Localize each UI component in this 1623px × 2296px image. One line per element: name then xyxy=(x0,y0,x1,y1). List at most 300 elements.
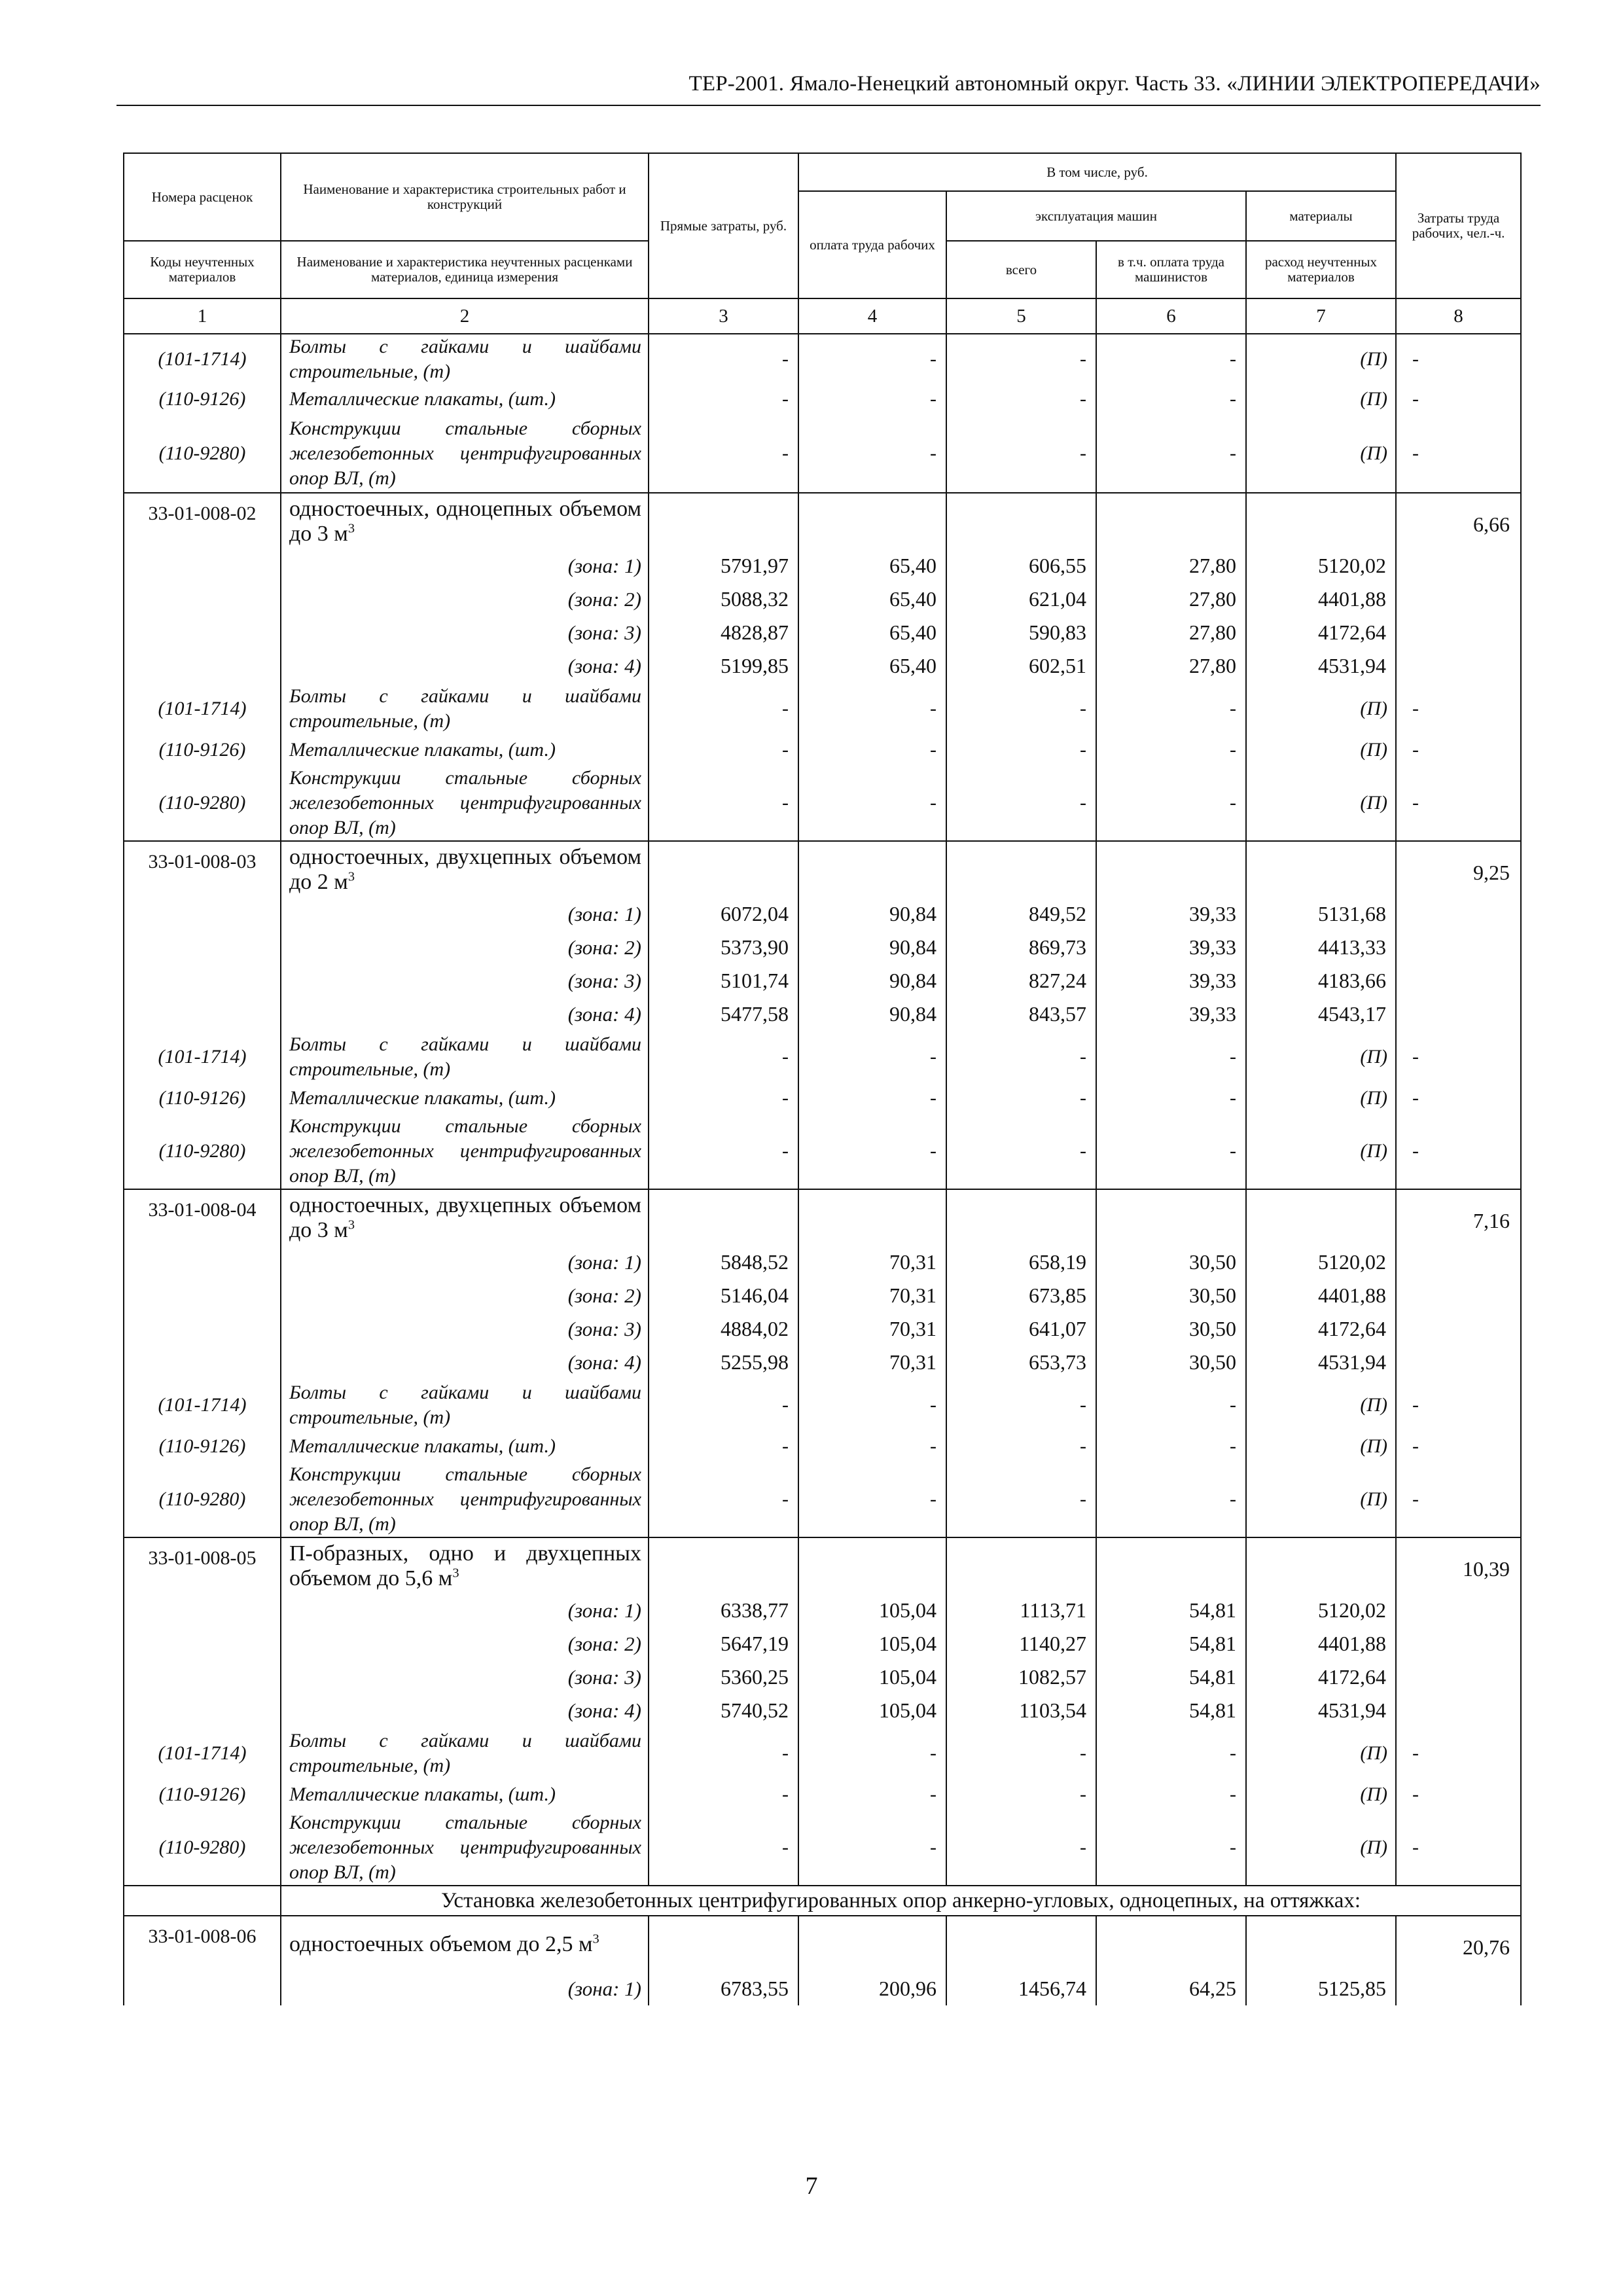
header-divider xyxy=(116,105,1541,106)
p-mark: (П) xyxy=(1246,1113,1396,1189)
p-mark: (П) xyxy=(1246,414,1396,493)
materials-value: 4401,88 xyxy=(1246,1279,1396,1312)
material-name: Болты с гайками и шайбами строительные, (т) xyxy=(289,685,641,732)
wages-value: 65,40 xyxy=(798,583,946,616)
rate-code: 33-01-008-02 xyxy=(124,493,281,549)
direct-costs-value: 5360,25 xyxy=(649,1660,798,1694)
zone-label: (зона: 2) xyxy=(281,583,649,616)
direct-costs-value: 5199,85 xyxy=(649,649,798,683)
empty-value: - xyxy=(1396,1810,1521,1886)
table-head xyxy=(124,153,1521,334)
header-rate-numbers: Номера расценок xyxy=(124,153,281,241)
operator-wages-value: 39,33 xyxy=(1096,931,1246,964)
header-machine-operation: эксплуатация машин xyxy=(946,191,1246,241)
blank-cell xyxy=(1096,1916,1246,1972)
empty-value: - xyxy=(649,1379,798,1431)
empty-value: - xyxy=(1096,735,1246,765)
direct-costs-value: 6338,77 xyxy=(649,1594,798,1627)
machines-total-value: 606,55 xyxy=(946,549,1096,583)
empty-value: - xyxy=(946,1431,1096,1462)
section-heading-row xyxy=(124,1886,1521,1916)
header-wages: оплата труда рабочих xyxy=(798,191,946,298)
blank-cell xyxy=(1246,1189,1396,1246)
machines-total-value: 1140,27 xyxy=(946,1627,1096,1660)
machines-total-value: 621,04 xyxy=(946,583,1096,616)
wages-value: 105,04 xyxy=(798,1660,946,1694)
rate-title-row xyxy=(124,493,1521,549)
material-name-cell xyxy=(281,1083,649,1113)
zone-row xyxy=(124,616,1521,649)
material-row xyxy=(124,735,1521,765)
rate-block xyxy=(124,1537,1521,1886)
blank-cell xyxy=(1096,493,1246,549)
header-operator-wages: в т.ч. оплата труда машинистов xyxy=(1096,241,1246,298)
empty-value: - xyxy=(798,384,946,414)
p-mark: (П) xyxy=(1246,1431,1396,1462)
empty-value: - xyxy=(798,1083,946,1113)
blank-cell xyxy=(946,1537,1096,1594)
rate-title-row xyxy=(124,1537,1521,1594)
empty-value: - xyxy=(798,683,946,735)
rate-name-text: одностоечных, двухцепных объемом до 3 м xyxy=(289,1193,641,1242)
material-code: (110-9126) xyxy=(124,1083,281,1113)
header-labor-costs: Затраты труда рабочих, чел.-ч. xyxy=(1396,153,1521,298)
zone-row xyxy=(124,1972,1521,2005)
blank-cell xyxy=(1246,493,1396,549)
empty-value: - xyxy=(1396,1379,1521,1431)
blank-cell xyxy=(1396,1279,1521,1312)
zone-label: (зона: 1) xyxy=(281,1594,649,1627)
material-code: (101-1714) xyxy=(124,1727,281,1780)
unit-superscript: 3 xyxy=(592,1931,599,1946)
empty-value: - xyxy=(1096,1462,1246,1537)
zone-label: (зона: 3) xyxy=(281,1660,649,1694)
material-name: Болты с гайками и шайбами строительные, (т) xyxy=(289,1382,641,1428)
empty-value: - xyxy=(649,334,798,384)
material-code: (101-1714) xyxy=(124,334,281,384)
blank-cell xyxy=(798,1916,946,1972)
material-row xyxy=(124,1727,1521,1780)
zone-row xyxy=(124,549,1521,583)
header-direct-costs: Прямые затраты, руб. xyxy=(649,153,798,298)
empty-value: - xyxy=(1396,414,1521,493)
materials-value: 4172,64 xyxy=(1246,1660,1396,1694)
machines-total-value: 827,24 xyxy=(946,964,1096,997)
blank-cell xyxy=(1396,549,1521,583)
wages-value: 65,40 xyxy=(798,549,946,583)
machines-total-value: 602,51 xyxy=(946,649,1096,683)
blank-cell xyxy=(946,1189,1096,1246)
direct-costs-value: 5373,90 xyxy=(649,931,798,964)
rate-title-row xyxy=(124,841,1521,897)
header-materials: материалы xyxy=(1246,191,1396,241)
page-number: 7 xyxy=(805,2172,818,2200)
blank-cell xyxy=(124,1972,281,2005)
material-code: (110-9280) xyxy=(124,1462,281,1537)
empty-value: - xyxy=(1096,1810,1246,1886)
empty-value: - xyxy=(1396,1462,1521,1537)
machines-total-value: 1082,57 xyxy=(946,1660,1096,1694)
empty-value: - xyxy=(1096,1031,1246,1083)
material-name: Болты с гайками и шайбами строительные, (т) xyxy=(289,1033,641,1080)
wages-value: 200,96 xyxy=(798,1972,946,2005)
material-row xyxy=(124,765,1521,841)
blank-cell xyxy=(124,897,281,931)
operator-wages-value: 27,80 xyxy=(1096,616,1246,649)
material-row xyxy=(124,683,1521,735)
rate-name-cell xyxy=(281,841,649,897)
blank-cell xyxy=(798,1537,946,1594)
empty-value: - xyxy=(1096,1083,1246,1113)
operator-wages-value: 64,25 xyxy=(1096,1972,1246,2005)
unit-superscript: 3 xyxy=(348,869,355,884)
zone-row xyxy=(124,1594,1521,1627)
empty-value: - xyxy=(946,1113,1096,1189)
blank-cell xyxy=(1396,1627,1521,1660)
zone-label: (зона: 4) xyxy=(281,649,649,683)
zone-row xyxy=(124,964,1521,997)
material-code: (110-9280) xyxy=(124,1113,281,1189)
labor-costs-value: 9,25 xyxy=(1396,841,1521,897)
machines-total-value: 849,52 xyxy=(946,897,1096,931)
blank-cell xyxy=(124,1627,281,1660)
blank-cell xyxy=(946,841,1096,897)
empty-value: - xyxy=(798,1462,946,1537)
material-code: (110-9126) xyxy=(124,735,281,765)
empty-value: - xyxy=(946,765,1096,841)
empty-value: - xyxy=(1396,1431,1521,1462)
blank-cell xyxy=(124,583,281,616)
wages-value: 90,84 xyxy=(798,897,946,931)
zone-row xyxy=(124,897,1521,931)
empty-value: - xyxy=(649,683,798,735)
header-work-name: Наименование и характеристика строительных работ и конструкций xyxy=(281,153,649,241)
zone-row xyxy=(124,649,1521,683)
zone-label: (зона: 3) xyxy=(281,1312,649,1346)
empty-value: - xyxy=(649,384,798,414)
blank-cell xyxy=(1096,1189,1246,1246)
empty-value: - xyxy=(946,384,1096,414)
zone-row xyxy=(124,1694,1521,1727)
zone-row xyxy=(124,1279,1521,1312)
blank-cell xyxy=(649,1189,798,1246)
direct-costs-value: 6783,55 xyxy=(649,1972,798,2005)
rate-title-row xyxy=(124,1916,1521,1972)
empty-value: - xyxy=(1096,1379,1246,1431)
wages-value: 65,40 xyxy=(798,649,946,683)
material-name: Конструкции стальные сборных железобетонных центрифугированных опор ВЛ, (т) xyxy=(289,1463,641,1535)
empty-value: - xyxy=(1396,1031,1521,1083)
empty-value: - xyxy=(1396,765,1521,841)
blank-cell xyxy=(124,1246,281,1279)
blank-cell xyxy=(1396,1246,1521,1279)
empty-value: - xyxy=(798,1810,946,1886)
material-name: Металлические плакаты, (шт.) xyxy=(289,739,556,761)
zone-label: (зона: 1) xyxy=(281,897,649,931)
zone-label: (зона: 2) xyxy=(281,931,649,964)
empty-value: - xyxy=(798,414,946,493)
header-machines-total: всего xyxy=(946,241,1096,298)
material-code: (110-9126) xyxy=(124,1431,281,1462)
empty-value: - xyxy=(946,1810,1096,1886)
material-row xyxy=(124,1780,1521,1810)
blank-cell xyxy=(1396,1660,1521,1694)
material-row xyxy=(124,334,1521,384)
material-name-cell xyxy=(281,1113,649,1189)
zone-label: (зона: 4) xyxy=(281,1694,649,1727)
operator-wages-value: 54,81 xyxy=(1096,1594,1246,1627)
empty-value: - xyxy=(649,1431,798,1462)
blank-cell xyxy=(124,931,281,964)
blank-cell xyxy=(1096,841,1246,897)
material-row xyxy=(124,1031,1521,1083)
empty-value: - xyxy=(946,1031,1096,1083)
empty-value: - xyxy=(649,1113,798,1189)
rate-code: 33-01-008-03 xyxy=(124,841,281,897)
empty-value: - xyxy=(946,1083,1096,1113)
empty-value: - xyxy=(798,1727,946,1780)
material-name-cell xyxy=(281,334,649,384)
machines-total-value: 843,57 xyxy=(946,997,1096,1031)
material-name: Болты с гайками и шайбами строительные, (т) xyxy=(289,1730,641,1776)
blank-cell xyxy=(124,1594,281,1627)
operator-wages-value: 54,81 xyxy=(1096,1627,1246,1660)
column-number: 5 xyxy=(946,298,1096,334)
empty-value: - xyxy=(1396,1113,1521,1189)
p-mark: (П) xyxy=(1246,1462,1396,1537)
material-name-cell xyxy=(281,1379,649,1431)
blank-cell xyxy=(1396,1346,1521,1379)
empty-value: - xyxy=(1396,384,1521,414)
material-name: Конструкции стальные сборных железобетонных центрифугированных опор ВЛ, (т) xyxy=(289,1115,641,1187)
material-name-cell xyxy=(281,735,649,765)
material-name: Металлические плакаты, (шт.) xyxy=(289,1087,556,1109)
rate-name xyxy=(289,1932,641,1957)
blank-cell xyxy=(1096,1537,1246,1594)
materials-value: 5125,85 xyxy=(1246,1972,1396,2005)
zone-row xyxy=(124,1246,1521,1279)
direct-costs-value: 5848,52 xyxy=(649,1246,798,1279)
rate-title-row xyxy=(124,1189,1521,1246)
empty-value: - xyxy=(1096,1431,1246,1462)
header-material-codes: Коды неучтенных материалов xyxy=(124,241,281,298)
empty-value: - xyxy=(946,1780,1096,1810)
blank-cell xyxy=(798,493,946,549)
material-code: (110-9280) xyxy=(124,765,281,841)
machines-total-value: 673,85 xyxy=(946,1279,1096,1312)
material-code: (110-9280) xyxy=(124,1810,281,1886)
materials-value: 4543,17 xyxy=(1246,997,1396,1031)
machines-total-value: 641,07 xyxy=(946,1312,1096,1346)
p-mark: (П) xyxy=(1246,765,1396,841)
section-heading-group xyxy=(124,1886,1521,1916)
material-name-cell xyxy=(281,1031,649,1083)
operator-wages-value: 27,80 xyxy=(1096,649,1246,683)
machines-total-value: 1456,74 xyxy=(946,1972,1096,2005)
empty-value: - xyxy=(649,735,798,765)
empty-value: - xyxy=(1096,384,1246,414)
empty-value: - xyxy=(946,683,1096,735)
empty-value: - xyxy=(1396,1727,1521,1780)
operator-wages-value: 30,50 xyxy=(1096,1246,1246,1279)
material-code: (110-9126) xyxy=(124,1780,281,1810)
empty-value: - xyxy=(649,414,798,493)
machines-total-value: 658,19 xyxy=(946,1246,1096,1279)
unit-superscript: 3 xyxy=(348,521,355,536)
materials-value: 4531,94 xyxy=(1246,1694,1396,1727)
material-name-cell xyxy=(281,1462,649,1537)
blank-cell xyxy=(124,549,281,583)
blank-cell xyxy=(124,1660,281,1694)
materials-value: 5120,02 xyxy=(1246,1594,1396,1627)
empty-value: - xyxy=(649,1810,798,1886)
material-code: (110-9280) xyxy=(124,414,281,493)
rate-name-text: П-образных, одно и двухцепных объемом до 5,6 м xyxy=(289,1541,641,1590)
empty-value: - xyxy=(798,334,946,384)
rate-name-text: одностоечных, двухцепных объемом до 2 м xyxy=(289,844,641,894)
empty-value: - xyxy=(649,765,798,841)
machines-total-value: 1113,71 xyxy=(946,1594,1096,1627)
material-row xyxy=(124,1113,1521,1189)
empty-value: - xyxy=(946,334,1096,384)
rate-block xyxy=(124,493,1521,841)
rate-code: 33-01-008-04 xyxy=(124,1189,281,1246)
empty-value: - xyxy=(1396,334,1521,384)
material-name-cell xyxy=(281,1727,649,1780)
rate-code: 33-01-008-05 xyxy=(124,1537,281,1594)
direct-costs-value: 6072,04 xyxy=(649,897,798,931)
material-row xyxy=(124,1431,1521,1462)
blank-cell xyxy=(1246,1916,1396,1972)
zone-label: (зона: 3) xyxy=(281,616,649,649)
p-mark: (П) xyxy=(1246,735,1396,765)
material-name: Болты с гайками и шайбами строительные, (т) xyxy=(289,336,641,382)
p-mark: (П) xyxy=(1246,1727,1396,1780)
rate-name xyxy=(289,845,641,895)
wages-value: 70,31 xyxy=(798,1279,946,1312)
materials-value: 5131,68 xyxy=(1246,897,1396,931)
empty-value: - xyxy=(649,1727,798,1780)
empty-value: - xyxy=(946,414,1096,493)
running-header: ТЕР-2001. Ямало-Ненецкий автономный округ. Часть 33. «ЛИНИИ ЭЛЕКТРОПЕРЕДАЧИ» xyxy=(688,72,1541,96)
wages-value: 70,31 xyxy=(798,1246,946,1279)
materials-value: 4401,88 xyxy=(1246,583,1396,616)
header-material-names: Наименование и характеристика неучтенных расценками материалов, единица измерения xyxy=(281,241,649,298)
operator-wages-value: 30,50 xyxy=(1096,1279,1246,1312)
operator-wages-value: 30,50 xyxy=(1096,1312,1246,1346)
column-number: 4 xyxy=(798,298,946,334)
zone-label: (зона: 1) xyxy=(281,1972,649,2005)
empty-value: - xyxy=(1096,683,1246,735)
wages-value: 70,31 xyxy=(798,1346,946,1379)
zone-row xyxy=(124,1346,1521,1379)
blank-cell xyxy=(124,997,281,1031)
blank-cell xyxy=(124,649,281,683)
leading-materials-group xyxy=(124,334,1521,493)
blank-cell xyxy=(649,493,798,549)
empty-value: - xyxy=(1096,1780,1246,1810)
blank-cell xyxy=(1396,1694,1521,1727)
empty-value: - xyxy=(1096,1113,1246,1189)
empty-value: - xyxy=(798,765,946,841)
empty-value: - xyxy=(1396,1780,1521,1810)
wages-value: 90,84 xyxy=(798,997,946,1031)
wages-value: 90,84 xyxy=(798,931,946,964)
material-name-cell xyxy=(281,765,649,841)
rate-name xyxy=(289,1193,641,1243)
rate-name-cell xyxy=(281,1916,649,1972)
machines-total-value: 1103,54 xyxy=(946,1694,1096,1727)
rate-code: 33-01-008-06 xyxy=(124,1916,281,1972)
column-number: 6 xyxy=(1096,298,1246,334)
zone-row xyxy=(124,1627,1521,1660)
blank-cell xyxy=(1396,931,1521,964)
blank-cell xyxy=(946,1916,1096,1972)
rate-name xyxy=(289,1541,641,1591)
material-name-cell xyxy=(281,1780,649,1810)
empty-value: - xyxy=(798,735,946,765)
materials-value: 4413,33 xyxy=(1246,931,1396,964)
wages-value: 90,84 xyxy=(798,964,946,997)
zone-label: (зона: 4) xyxy=(281,1346,649,1379)
labor-costs-value: 10,39 xyxy=(1396,1537,1521,1594)
blank-cell xyxy=(1396,897,1521,931)
p-mark: (П) xyxy=(1246,1810,1396,1886)
empty-value: - xyxy=(1096,765,1246,841)
blank-cell xyxy=(1396,1972,1521,2005)
direct-costs-value: 4884,02 xyxy=(649,1312,798,1346)
direct-costs-value: 5101,74 xyxy=(649,964,798,997)
p-mark: (П) xyxy=(1246,1780,1396,1810)
materials-value: 4172,64 xyxy=(1246,616,1396,649)
materials-value: 4531,94 xyxy=(1246,1346,1396,1379)
blank-cell xyxy=(1396,616,1521,649)
blank-cell xyxy=(649,1916,798,1972)
empty-value: - xyxy=(649,1780,798,1810)
materials-value: 5120,02 xyxy=(1246,549,1396,583)
direct-costs-value: 5647,19 xyxy=(649,1627,798,1660)
labor-costs-value: 7,16 xyxy=(1396,1189,1521,1246)
column-number: 1 xyxy=(124,298,281,334)
zone-row xyxy=(124,1312,1521,1346)
rate-name-cell xyxy=(281,1537,649,1594)
zone-label: (зона: 1) xyxy=(281,549,649,583)
labor-costs-value: 6,66 xyxy=(1396,493,1521,549)
zone-label: (зона: 3) xyxy=(281,964,649,997)
wages-value: 105,04 xyxy=(798,1627,946,1660)
empty-value: - xyxy=(1396,735,1521,765)
blank-cell xyxy=(1396,1594,1521,1627)
direct-costs-value: 5088,32 xyxy=(649,583,798,616)
zone-row xyxy=(124,931,1521,964)
unit-superscript: 3 xyxy=(452,1566,459,1581)
blank-cell xyxy=(1246,1537,1396,1594)
blank-cell xyxy=(124,1694,281,1727)
rate-name-cell xyxy=(281,493,649,549)
materials-value: 5120,02 xyxy=(1246,1246,1396,1279)
material-name: Металлические плакаты, (шт.) xyxy=(289,1784,556,1805)
wages-value: 105,04 xyxy=(798,1694,946,1727)
zone-row xyxy=(124,583,1521,616)
blank-cell xyxy=(798,841,946,897)
material-name-cell xyxy=(281,414,649,493)
section-title: Установка железобетонных центрифугированных опор анкерно-угловых, одноцепных, на оттяжках: xyxy=(281,1886,1521,1916)
rate-name-text: одностоечных объемом до 2,5 м xyxy=(289,1931,593,1956)
column-number: 3 xyxy=(649,298,798,334)
p-mark: (П) xyxy=(1246,334,1396,384)
empty-value: - xyxy=(1096,1727,1246,1780)
blank-cell xyxy=(124,1886,281,1916)
